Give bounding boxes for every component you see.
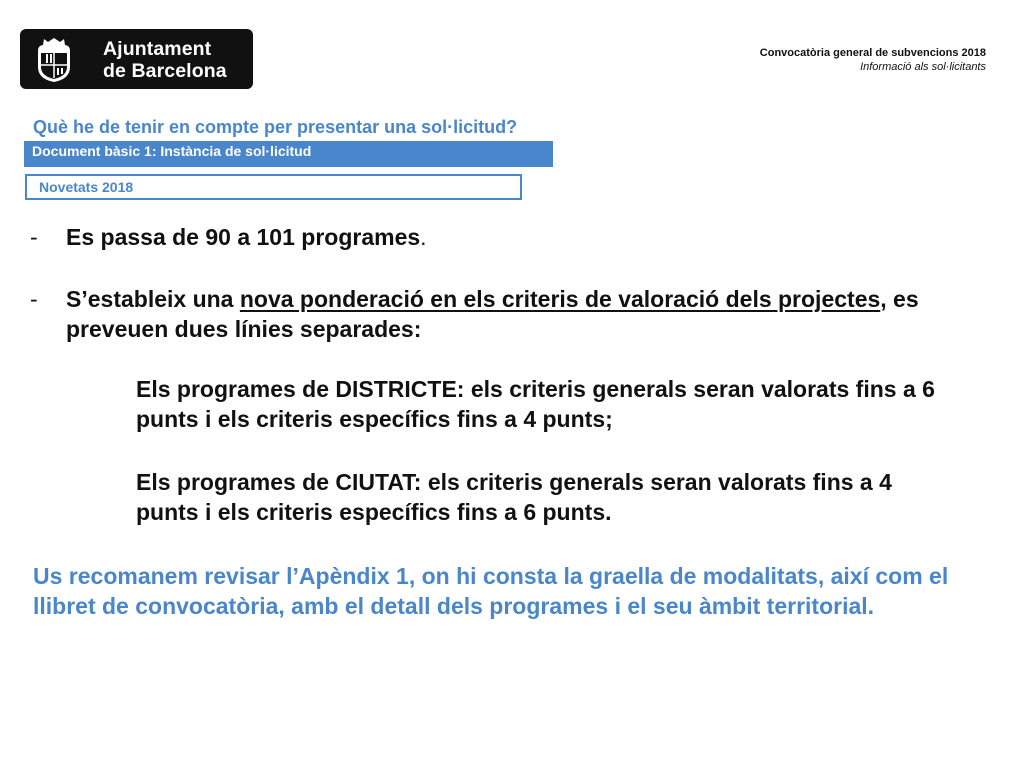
bullet-item	[30, 284, 1024, 344]
section-question: Què he de tenir en compte per presentar una sol·licitud?	[33, 117, 518, 137]
sub-item-city: Els programes de CIUTAT: els criteris generals seran valorats fins a 4 punts i els criteris específics fins a 6 punts.	[136, 469, 892, 525]
logo-line-2: de Barcelona	[103, 60, 227, 82]
header-info	[760, 46, 986, 74]
bullet-underlined-text: nova ponderació en els criteris de valoració dels projectes	[239, 286, 881, 312]
bullet-text-end: .	[420, 224, 427, 250]
barcelona-shield-icon	[32, 37, 76, 83]
bullet-item	[30, 222, 1024, 252]
bullet-dash: -	[30, 224, 38, 250]
bullet-text-end: , es preveuen dues línies separades:	[66, 286, 919, 342]
document-label-bar: Document bàsic 1: Instància de sol·licitud	[24, 141, 553, 167]
sub-item-district: Els programes de DISTRICTE: els criteris generals seran valorats fins a 6 punts i els criteris específics fins a 4 punts;	[136, 376, 935, 432]
bullet-text: S’estableix una	[66, 286, 240, 312]
bullet-text: Es passa de 90 a 101 programes	[66, 224, 421, 250]
header-subtitle: Informació als sol·licitants	[860, 61, 986, 73]
logo-line-1: Ajuntament	[103, 38, 212, 60]
ajuntament-logo	[20, 29, 253, 89]
header-title: Convocatòria general de subvencions 2018	[759, 47, 986, 59]
recommendation-text: Us recomanem revisar l’Apèndix 1, on hi consta la graella de modalitats, així com el llibret de convocatòria, amb el detall dels programes i el seu àmbit territorial.	[33, 563, 949, 619]
novetats-box: Novetats 2018	[25, 174, 522, 200]
bullet-dash: -	[30, 286, 38, 312]
